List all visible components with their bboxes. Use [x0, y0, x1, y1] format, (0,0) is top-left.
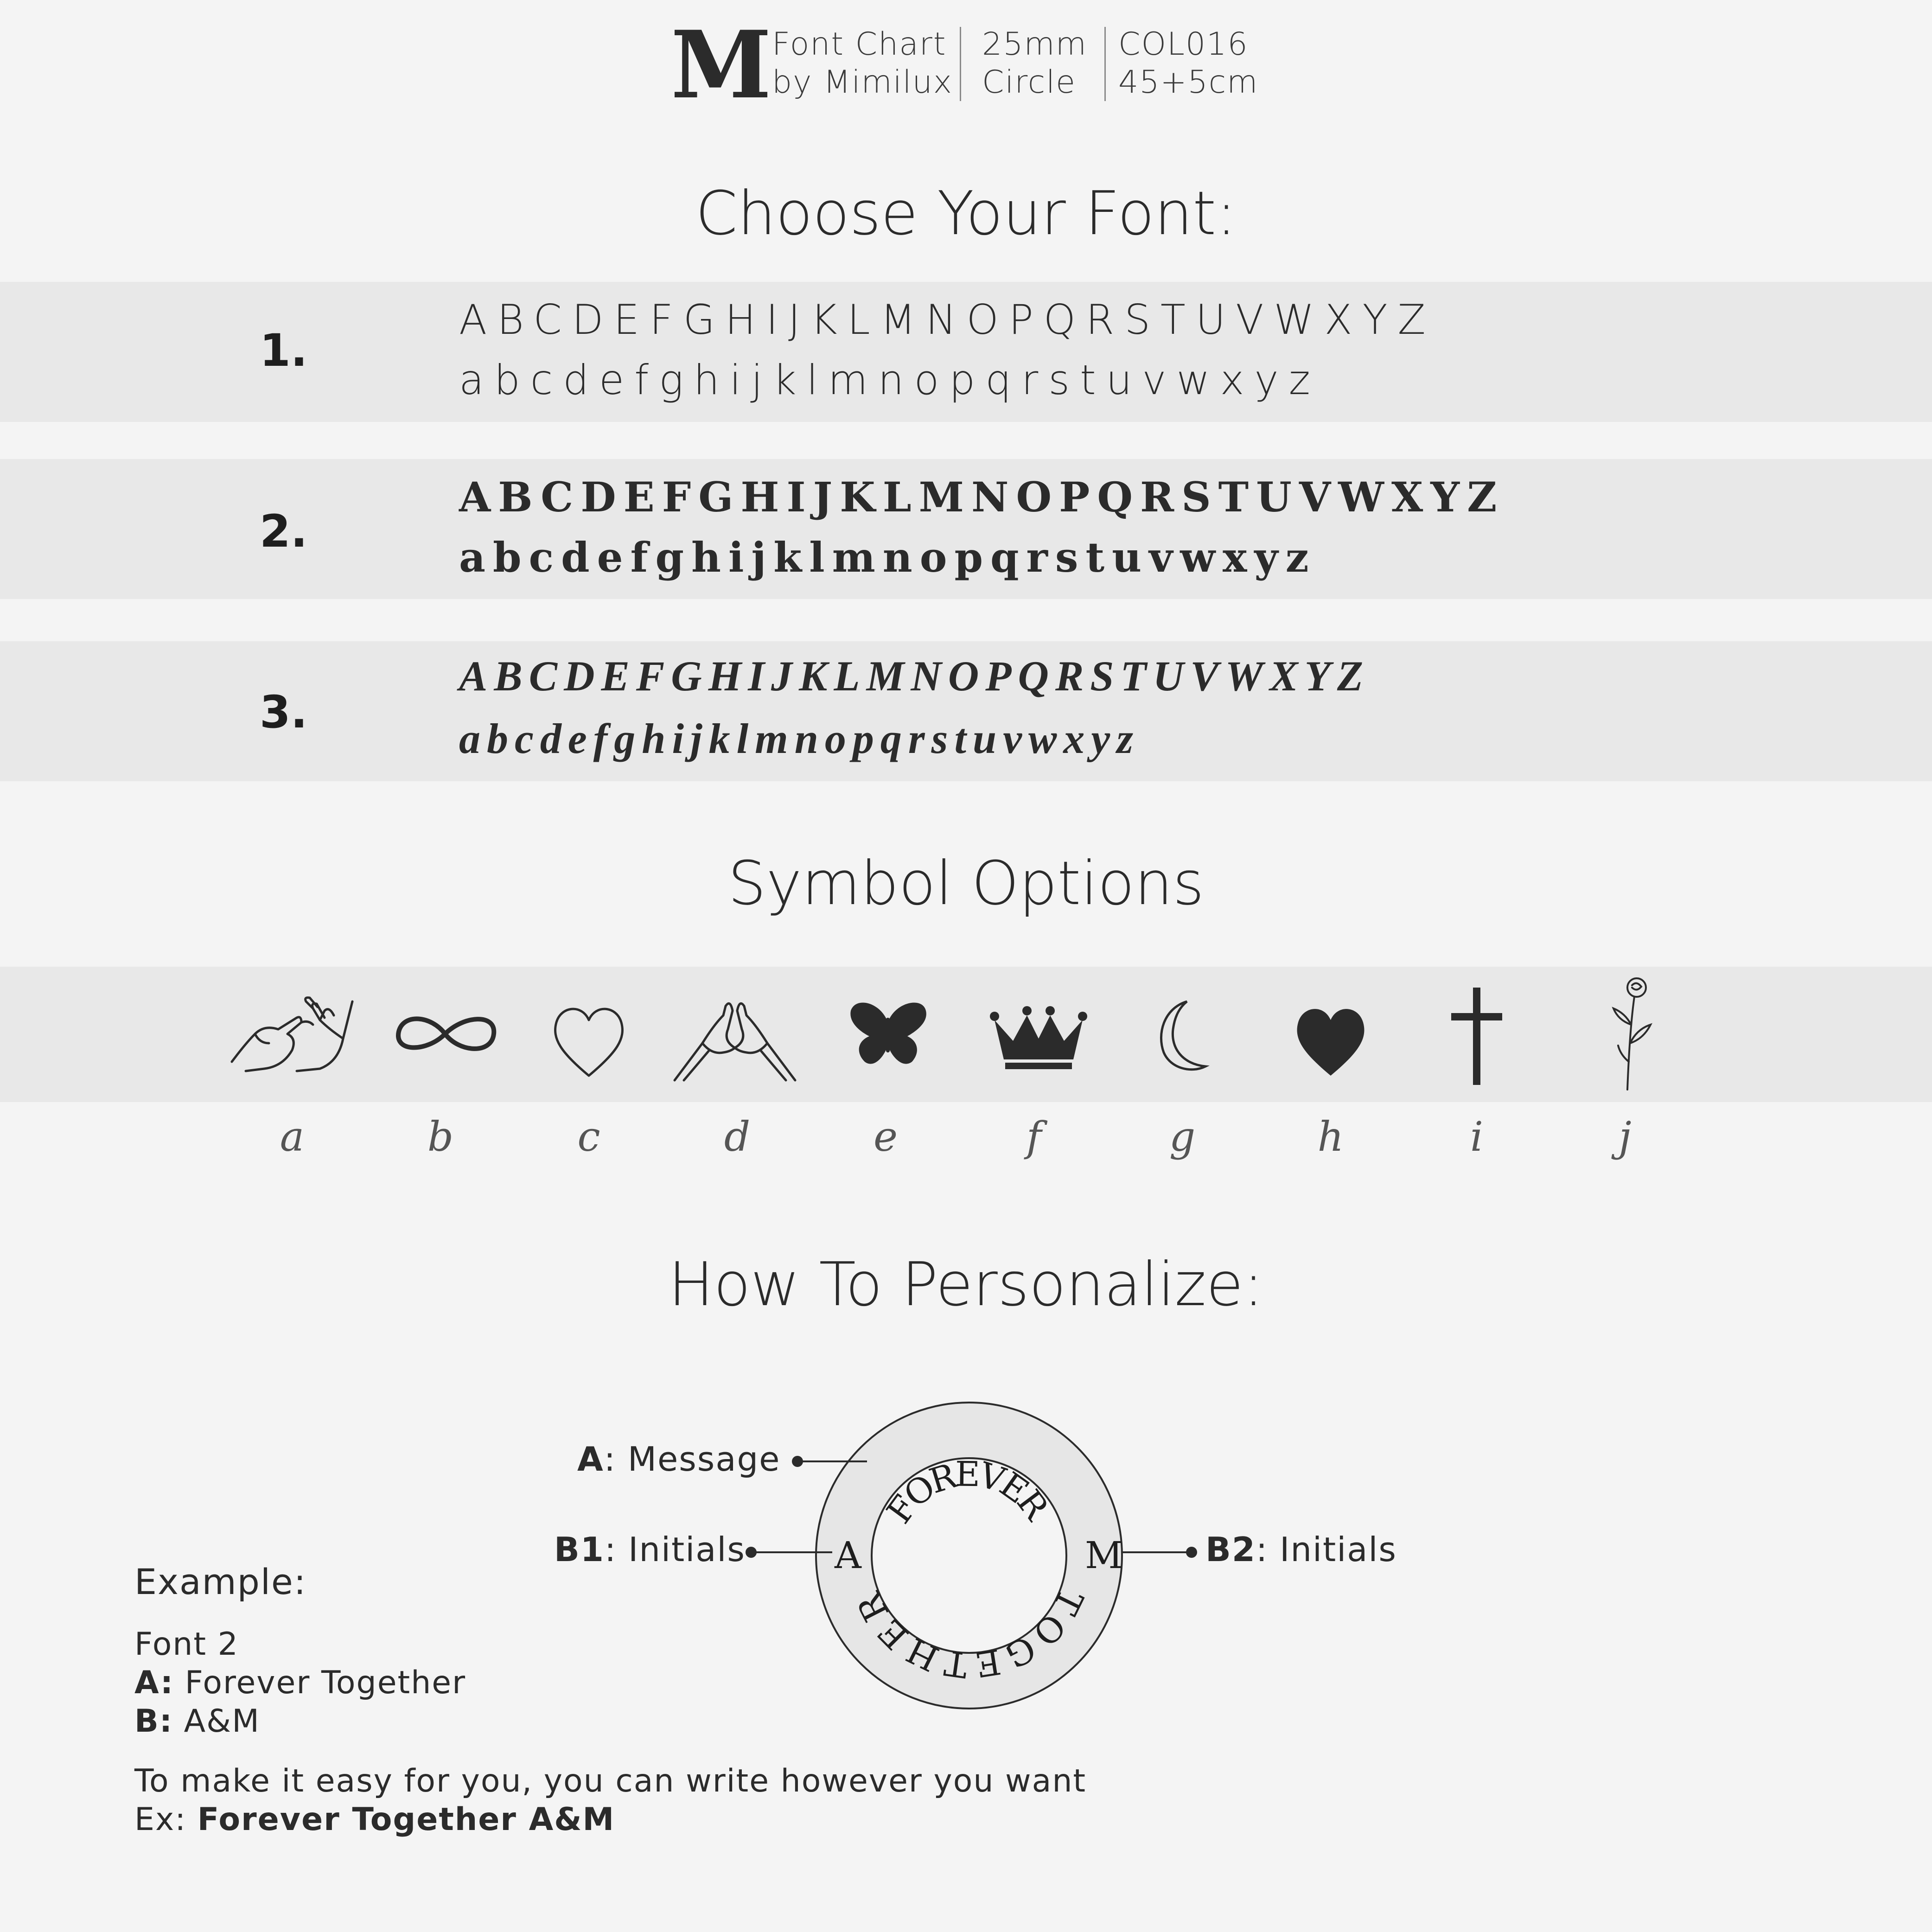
example-font: Font 2 [134, 1626, 239, 1663]
header-length: 45+5cm [1118, 64, 1259, 101]
brand-line-2: by Mimilux [772, 64, 953, 101]
label-message: A: Message [577, 1440, 781, 1479]
font-2-lowercase: abcdefghijklmnopqrstuvwxyz [459, 533, 1316, 581]
symbol-letter: e [873, 1113, 898, 1160]
ring-initial-right: M [1085, 1534, 1123, 1577]
font-1-uppercase: ABCDEFGHIJKLMNOPQRSTUVWXYZ [459, 296, 1436, 344]
font-number: 1. [260, 325, 308, 376]
label-initials-b1: B1: Initials [554, 1530, 746, 1569]
symbol-letter: d [724, 1113, 751, 1160]
ring-initial-left: A [835, 1534, 861, 1577]
symbol-letter: a [280, 1113, 305, 1160]
brand-line-1: Font Chart [772, 26, 947, 63]
font-number: 2. [260, 505, 308, 557]
symbol-letter: g [1169, 1113, 1196, 1160]
font-3-lowercase: abcdefghijklmnopqrstuvwxyz [459, 715, 1140, 762]
header-shape: Circle [982, 64, 1076, 101]
symbols-title: Symbol Options [727, 848, 1205, 918]
ring-bottom-text: TOGETHER [847, 1582, 1091, 1685]
example-sample: Ex: Forever Together A&M [134, 1801, 615, 1838]
font-3-uppercase: ABCDEFGHIJKLMNOPQRSTUVWXYZ [459, 652, 1370, 700]
header-size: 25mm [982, 26, 1088, 63]
label-initials-b2: B2: Initials [1205, 1530, 1397, 1569]
logo-letter: M [675, 19, 767, 107]
example-note: To make it easy for you, you can write however you want [134, 1763, 1087, 1799]
personalize-title: How To Personalize: [668, 1249, 1264, 1320]
fonts-title: Choose Your Font: [695, 178, 1237, 249]
header-code: COL016 [1118, 26, 1249, 63]
font-2-uppercase: ABCDEFGHIJKLMNOPQRSTUVWXYZ [459, 473, 1505, 521]
font-number: 3. [260, 686, 308, 738]
example-b: B: A&M [134, 1703, 260, 1740]
example-heading: Example: [134, 1561, 307, 1602]
symbol-letter: j [1619, 1113, 1632, 1160]
symbol-letter: h [1317, 1113, 1344, 1160]
example-a: A: Forever Together [134, 1664, 466, 1701]
ring-top-text: FOREVER [879, 1454, 1059, 1531]
symbol-letter: i [1470, 1113, 1484, 1160]
font-1-lowercase: abcdefghijklmnopqrstuvwxyz [459, 356, 1320, 404]
symbol-letter: b [427, 1113, 454, 1160]
symbol-letter: f [1026, 1113, 1042, 1160]
symbol-letter: c [577, 1113, 600, 1160]
